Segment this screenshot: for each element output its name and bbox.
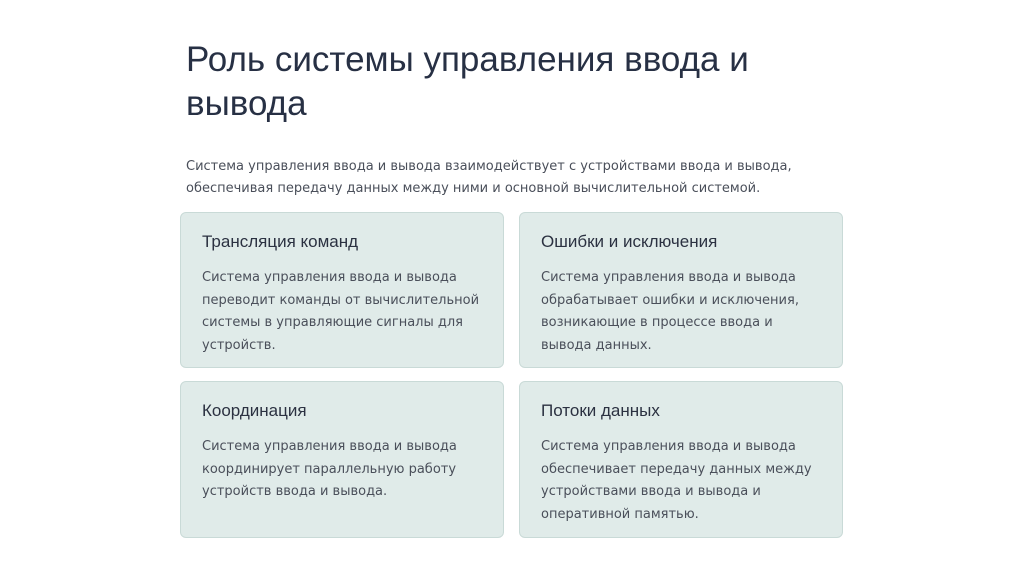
page-title: Роль системы управления ввода и вывода bbox=[186, 40, 749, 123]
card-text: Система управления ввода и вывода переводит команды от вычислительной системы в управляющие сигналы для устройств. bbox=[202, 270, 480, 353]
card-coordination bbox=[180, 381, 504, 538]
card-command-translation bbox=[180, 212, 504, 368]
intro-paragraph: Система управления ввода и вывода взаимодействует с устройствами ввода и вывода, обеспечивая передачу данных между ними и основной вычислительной системой. bbox=[186, 159, 792, 196]
card-errors-exceptions bbox=[519, 212, 843, 368]
card-title: Трансляция команд bbox=[202, 232, 359, 251]
card-text: Система управления ввода и вывода обеспечивает передачу данных между устройствами ввода и вывода и оперативной памятью. bbox=[541, 439, 812, 522]
card-text: Система управления ввода и вывода координирует параллельную работу устройств ввода и вывода. bbox=[202, 439, 457, 499]
card-data-streams bbox=[519, 381, 843, 538]
card-title: Ошибки и исключения bbox=[541, 232, 718, 251]
card-title: Потоки данных bbox=[541, 401, 660, 420]
card-title: Координация bbox=[202, 401, 307, 420]
card-text: Система управления ввода и вывода обрабатывает ошибки и исключения, возникающие в процессе ввода и вывода данных. bbox=[541, 270, 799, 353]
